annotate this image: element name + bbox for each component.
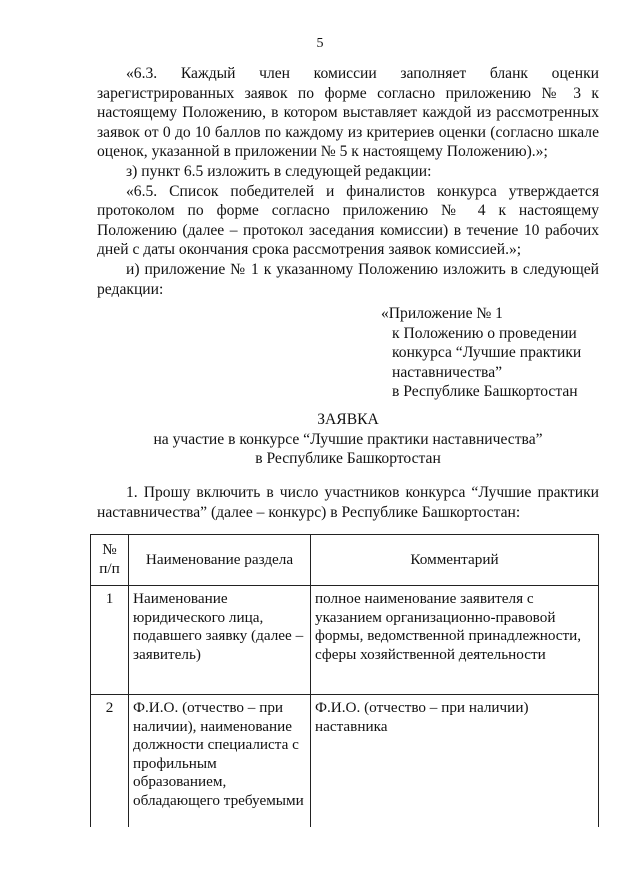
appendix-ref-line: в Республике Башкортостан: [392, 383, 578, 401]
appendix-ref-line: наставничества”: [392, 363, 503, 381]
paragraph-6-5: «6.5. Список победителей и финалистов конкурса утверждается протоколом по форме согласно приложению № 4 к настоящему Положению (далее – протокол заседания комиссии) в течение 10 рабочих дней с даты окончания срока рассмотрения заявок комиссией.»;: [97, 182, 599, 259]
header-section: Наименование раздела: [129, 535, 311, 586]
paragraph-6-3: «6.3. Каждый член комиссии заполняет бланк оценки зарегистрированных заявок по форме согласно приложению № 3 к настоящему Положению, в котором выставляет каждой из рассмотренных заявок от 0 до 10 баллов по каждому из критериев оценки (согласно шкале оценок, указанной в приложении № 5 к настоящему Положению).»;: [97, 65, 599, 161]
application-title: ЗАЯВКА: [317, 411, 379, 428]
application-table: [90, 534, 599, 827]
header-num: № п/п: [91, 535, 129, 586]
row-section: Наименование юридического лица, подавшего заявку (далее – заявитель): [129, 586, 311, 695]
paragraph-point-i: и) приложение № 1 к указанному Положению изложить в следующей редакции:: [97, 260, 599, 298]
appendix-ref-line: к Положению о проведении: [392, 324, 577, 342]
row-section: Ф.И.О. (отчество – при наличии), наименование должности специалиста с профильным образованием, обладающего требуемыми: [129, 695, 311, 828]
application-subtitle-line2: в Республике Башкортостан: [255, 450, 441, 467]
application-intro: 1. Прошу включить в число участников конкурса “Лучшие практики наставничества” (далее – конкурс) в Республике Башкортостан:: [97, 484, 599, 521]
table-header-row: [91, 535, 599, 586]
appendix-reference: [381, 304, 611, 402]
table-row: [91, 586, 599, 695]
row-comment: полное наименование заявителя с указанием организационно-правовой формы, ведомственной принадлежности, сферы хозяйственной деятельности: [311, 586, 599, 695]
row-comment: Ф.И.О. (отчество – при наличии) наставника: [311, 695, 599, 828]
appendix-ref-line: «Приложение № 1: [381, 305, 503, 322]
page-number: 5: [316, 36, 324, 51]
row-num: 1: [91, 586, 129, 695]
header-comment: Комментарий: [311, 535, 599, 586]
appendix-ref-line: конкурса “Лучшие практики: [392, 344, 582, 362]
amendment-text: [97, 64, 599, 299]
paragraph-point-z: з) пункт 6.5 изложить в следующей редакции:: [126, 162, 432, 180]
row-num: 2: [91, 695, 129, 828]
table-row: [91, 695, 599, 828]
application-subtitle-line1: на участие в конкурсе “Лучшие практики наставничества”: [153, 431, 543, 448]
